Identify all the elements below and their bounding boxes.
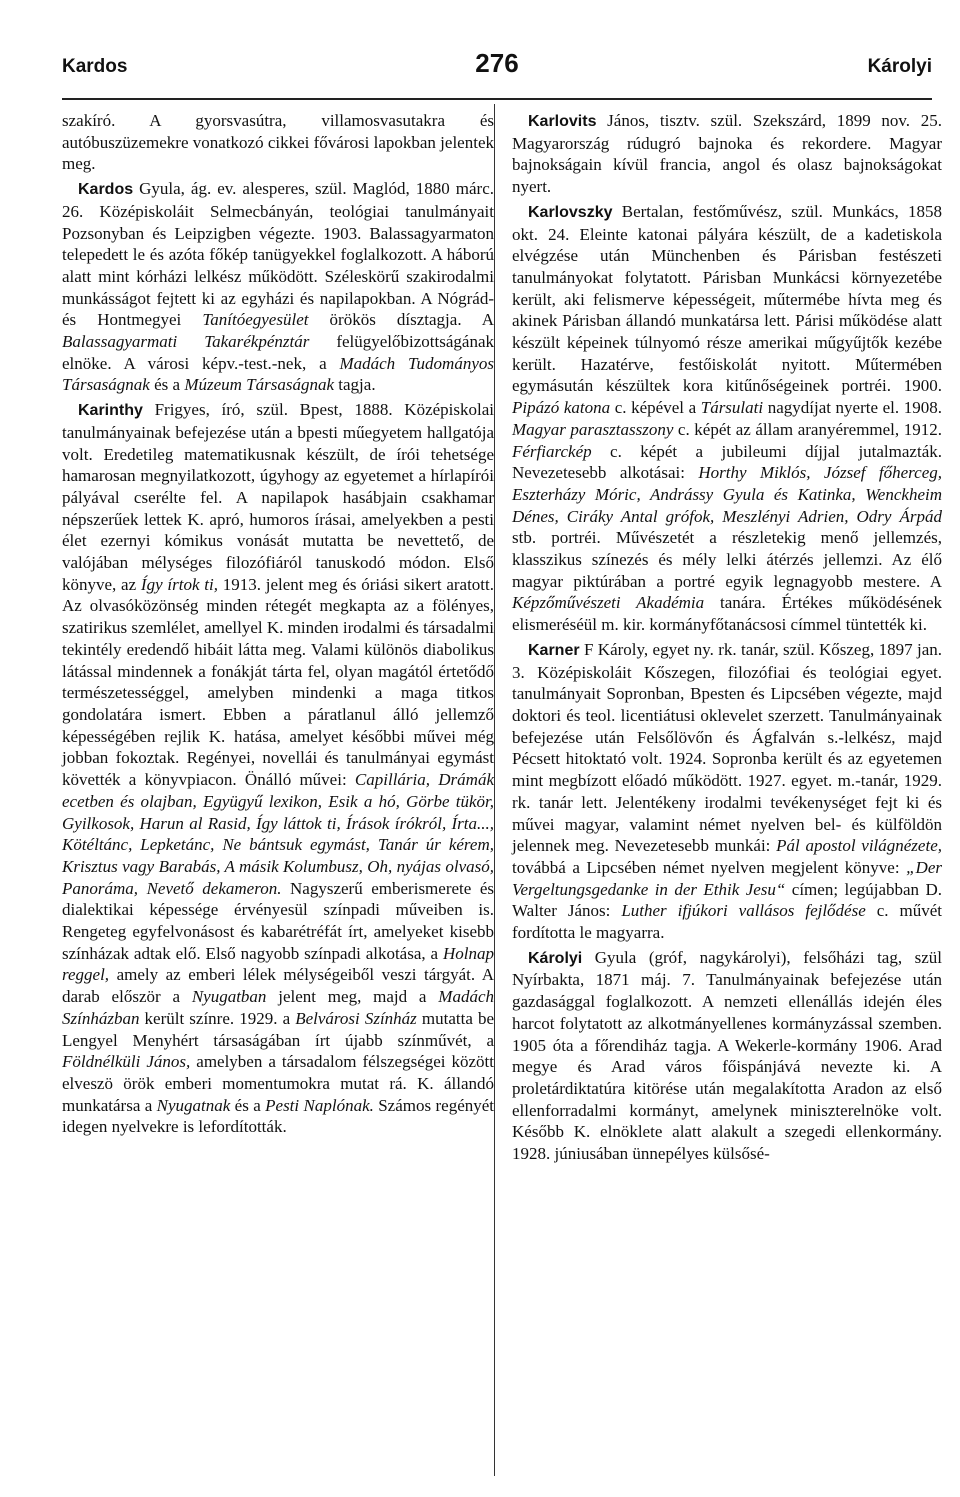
page-number: 276 bbox=[475, 48, 519, 78]
entry-italic: Társulati bbox=[700, 398, 764, 418]
entry-italic: Madách Tudományos Társaságnak bbox=[62, 353, 494, 395]
running-header bbox=[62, 48, 932, 88]
entry-headword: Karner bbox=[528, 641, 580, 659]
entry-text: és a bbox=[149, 375, 185, 395]
entry-continuation bbox=[62, 110, 494, 175]
entry-headword: Karlovits bbox=[528, 113, 597, 130]
entry-text: Gyula, ág. ev. alesperes, szül. Maglód, 1880 márc. 26. Középiskoláit Selmecbányán, teológiai tanulmányait Pozsonyban és Leipzigben végezte. 1903. Balassagyarmaton telepedett le és azóta főkép tanügyekkel foglalkozott. A háború alatt mint kórházi lelkész működött. Széleskörű szakirodalmi munkásságot fejtett ki az egyházi és napilapokban. A Nógrád- és Hontmegyei bbox=[62, 179, 494, 330]
column-divider bbox=[494, 104, 495, 1476]
entry-text: szakíró. A gyorsvasútra, villamosvasutakra és autóbuszüzemekre vonatkozó cikkei fővárosi lapokban jelentek meg. bbox=[62, 111, 494, 174]
entry-text: címen; legújabban D. Walter János: bbox=[512, 879, 942, 921]
entry-text: örökös dísztagja. A bbox=[308, 310, 494, 330]
entry-italic: Földnélküli János, bbox=[62, 1052, 191, 1072]
entry-italic: Férfiarckép bbox=[512, 441, 592, 461]
entry-text: János, tisztv. szül. Szekszárd, 1899 nov. 25. Magyarország rúdugró bajnoka és rekordere. Magyar bajnokságain kívül francia, angol és olasz bajnokságokat nyert. bbox=[512, 111, 942, 197]
entry-italic: Magyar parasztasszony bbox=[512, 419, 674, 439]
entry-text: mutatta be Lengyel Menyhért társaságában írt újabb színművét, a bbox=[62, 1008, 495, 1050]
entry-text: F Károly, egyet ny. rk. tanár, szül. Kőszeg, 1897 jan. 3. Középiskoláit Kőszegen, filozófiai és teológiai egyet. tanulmányait Sopronban, Bpesten és Lipcsében végezte, majd doktori és teol. licentiátusi oklevelet szerzett. Tanulmányainak befejezése után Felsőlövőn és Ágfalván s.-lelkész, majd Pécsett hitoktató volt. 1924. Sopronba került és az egyetemen mint megbízott előadó működött. 1927. egyet. m.-tanár, 1929. rk. tanár lett. Jelentékeny irodalmi tevékenységet fejt ki és művei magyar, valamint német nyelven bel- és külföldön jelennek meg. Nevezetesebb munkái: bbox=[512, 639, 942, 856]
entry-italic: Múzeum Társaságnak bbox=[184, 375, 335, 395]
entry-italic: „Der Vergeltungsgedanke in der Ethik Jesu“ bbox=[512, 857, 942, 899]
header-left-keyword: Kardos bbox=[62, 56, 128, 77]
entry-karlovszky bbox=[512, 201, 942, 636]
entry-text: Frigyes, író, szül. Bpest, 1888. Középiskolai tanulmányainak befejezése után a bpesti műegyetem hallgatója volt. Eredetileg matematikusnak készült, de írói tehetsége hamarosan megnyilatkozott, úgyhogy az egyetemet a hírlapírói pályával cserélte fel. A napilapok hasábjain csakhamar népszerűek lettek K. apró, humoros írásai, amelyekben a pesti élet ezernyi kómikus vonását mutatta be nevettető, de valójában mélységes filozófiáról tanuskodó módon. Első könyve, az bbox=[62, 400, 494, 594]
entry-italic: Pipázó katona bbox=[512, 398, 611, 418]
entry-text: amely az emberi lélek mélységeiből veszi tárgyát. A darab először a bbox=[62, 965, 494, 1007]
entry-text: jelent meg, majd a bbox=[266, 987, 439, 1007]
entry-kardos bbox=[62, 178, 494, 396]
entry-text: Bertalan, festőművész, szül. Munkács, 1858 okt. 24. Eleinte katonai pályára készült, de a kadetiskola elvégzése után Münchenben és Párisban festészeti tanulmányokat folytatott. Párisban Munkácsi környezetébe került, aki felismerve képességeit, műtermébe hívta meg és akinek Párisban állandó munkatársa lett. Párisi működése alatt készült képeinek túlnyomó része amerikai műgyűjtők kezébe került. Hazatérve, festőiskolát nyitott. Műtermében egymásután készültek kora kitűnőségeinek portréi. 1900. bbox=[512, 201, 942, 396]
entry-italic: Balassagyarmati Takarékpénztár bbox=[62, 332, 310, 352]
right-column bbox=[512, 110, 942, 1168]
header-right-keyword: Károlyi bbox=[867, 56, 932, 77]
entry-italic: Nyugatban bbox=[191, 987, 267, 1007]
entry-text: Nagyszerű emberismerete és dialektikai képessége érvényesül színpadi műveiben is. Rengeteg egyfelvonásost és kabarétréfát írt, amelyeket kisebb színházak adtak elő. Első nagyobb színpadi alkotása, a bbox=[62, 878, 494, 963]
entry-text: Számos regényét idegen nyelvekre is lefordították. bbox=[62, 1095, 495, 1137]
entry-text: felügyelőbizottságának elnöke. A városi képv.-test.-nek, a bbox=[62, 332, 495, 373]
entry-text: c. képét a jubileumi díjjal jutalmazták. Nevezetesebb alkotásai: bbox=[512, 441, 942, 483]
entry-italic: Belvárosi Színház bbox=[295, 1008, 417, 1028]
entry-italic: Képzőművészeti Akadémia bbox=[512, 593, 705, 613]
entry-italic: Nyugatnak bbox=[156, 1095, 231, 1115]
entry-italic: Luther ifjúkori vallásos fejlődése bbox=[621, 901, 866, 921]
entry-text: Gyula (gróf, nagykárolyi), felsőházi tag, szül Nyírbakta, 1871 máj. 7. Tanulmányainak befejezése után gazdasággal foglalkozott. A nemzeti ellenállás idején éles harcot folytatott az alkotmányellenes kormányzással szemben. 1905 óta a főrendiház tagja. A Wekerle-kormány 1906. Arad megye és Arad város főispánjává nevezte ki. A proletárdiktatúra kitörése után megalakította Aradon az első ellenforradalmi kormányt, amelynek miniszterelnöke volt. Később K. elnöklete alatt alakult a szegedi ellenkormány. 1928. júniusában ünnepélyes külsősé- bbox=[512, 947, 942, 1164]
entry-italic: Capillária, Drámák ecetben és olajban, Együgyű lexikon, Esik a hó, Görbe tükör, Gyilkosok, Harun al Rasid, Így láttok ti, Írások írókról, Írta..., Kötéltánc, Lepketánc, Ne bántsuk egymást, Tanár úr kérem, Krisztus vagy Barabás, A másik Kolumbusz, Oh, nyájas olvasó, Panoráma, Nevető dekameron. bbox=[62, 770, 494, 898]
entry-text: amelyben a társadalom félszegségei között elveszö örök emberi momentumokra mutat rá. K. állandó munkatársa a bbox=[62, 1052, 494, 1115]
entry-karolyi bbox=[512, 947, 942, 1165]
entry-italic: Madách Színházban bbox=[62, 987, 494, 1028]
entry-text: c. képével a bbox=[610, 398, 701, 418]
entry-text: tagja. bbox=[334, 375, 376, 395]
entry-italic: Holnap reggel, bbox=[62, 943, 494, 985]
entry-text: stb. portréi. Művészetét a részletekig menő jellemzés, klasszikus színezés és mély lelki átérzés jellemzi. Az élő magyar piktúrában a portré egyik legnagyobb mestere. A bbox=[512, 528, 942, 591]
entry-karlovits bbox=[512, 110, 942, 198]
entry-headword: Károlyi bbox=[528, 949, 583, 967]
entry-text: tanára. Értékes működésének elismeréséül m. kir. kormányfőtanácsosi címmel tüntették ki. bbox=[512, 593, 942, 635]
entry-italic: Pál apostol világnézete, bbox=[776, 836, 942, 856]
entry-italic: Így írtok ti, bbox=[140, 574, 218, 594]
entry-text: és a bbox=[230, 1095, 266, 1115]
entry-headword: Karinthy bbox=[78, 402, 143, 420]
entry-text: nagydíjat nyerte el. 1908. bbox=[763, 398, 943, 418]
header-rule bbox=[62, 98, 932, 100]
entry-headword: Kardos bbox=[78, 181, 134, 199]
entry-italic: Horthy Miklós, József főherceg, Eszterházy Móric, Andrássy Gyula és Katinka, Wenckheim Dénes, Ciráky Antal grófok, Meszlényi Adrien, Odry Árpád bbox=[512, 463, 942, 526]
entry-text: c. művét fordította le magyarra. bbox=[512, 901, 942, 943]
entry-text: c. képét az állam aranyéremmel, 1912. bbox=[673, 419, 942, 439]
entry-karinthy bbox=[62, 399, 494, 1138]
left-column bbox=[62, 110, 494, 1141]
entry-italic: Tanítóegyesület bbox=[202, 310, 309, 330]
entry-italic: Pesti Naplónak. bbox=[265, 1095, 374, 1115]
entry-text: 1913. jelent meg és óriási sikert aratott. Az olvasóközönség minden rétegét megkapta az a fölényes, szatirikus szemlélet, amellyel K. minden irodalmi és társadalmi tekintély eredendő hibáit látta meg. Valami különös diabolikus látással mindennek a fonákját tárta fel, olyan magától értetődő természetességgel, amelyben mindenki a maga titkos gondolatára ismert. Ebben a páratlanul álló jellemző képességében rejlik K. hatása, amelyet későbbi művei még jobban fokoztak. Regényei, novellái és tanulmányai egymást követték a könyvpiacon. Önálló művei: bbox=[62, 574, 494, 790]
entry-text: továbbá a Lipcsében német nyelven megjelent könyve: bbox=[512, 857, 907, 877]
entry-karner bbox=[512, 639, 942, 944]
entry-headword: Karlovszky bbox=[528, 203, 613, 221]
entry-text: került színre. 1929. a bbox=[139, 1008, 296, 1028]
